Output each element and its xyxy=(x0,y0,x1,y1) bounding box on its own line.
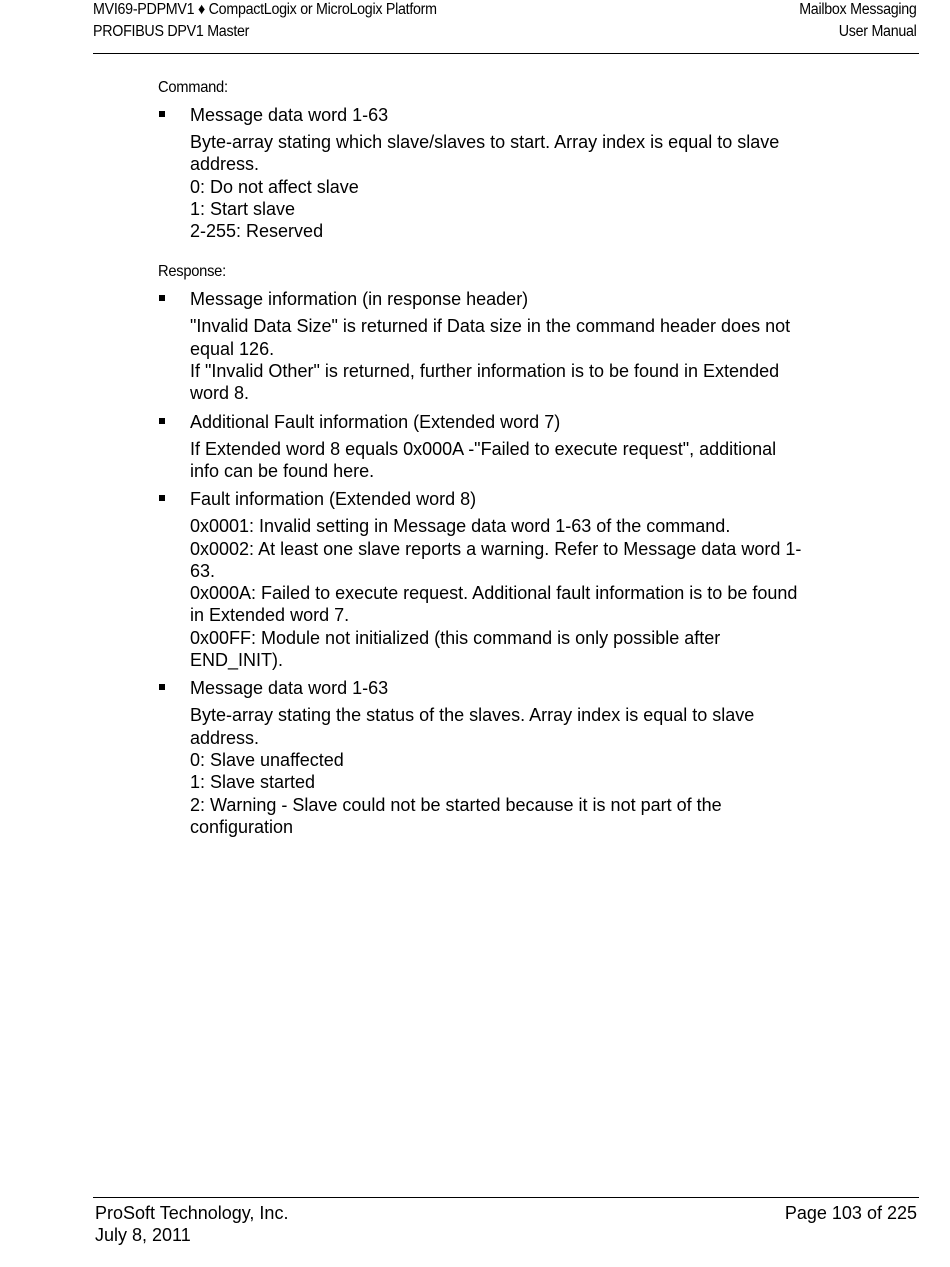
description-line: 1: Start slave xyxy=(190,198,296,219)
page-header xyxy=(93,0,919,54)
command-label: Command: xyxy=(158,79,228,96)
description-line: info can be found here. xyxy=(190,460,375,481)
list-item-description xyxy=(190,704,858,838)
description-line: 0: Do not affect slave xyxy=(190,176,359,197)
description-line: Byte-array stating which slave/slaves to start. Array index is equal to slave xyxy=(190,132,780,152)
description-line: address. xyxy=(190,154,260,175)
description-line: 0x0002: At least one slave reports a warning. Refer to Message data word 1- xyxy=(190,538,802,559)
command-list xyxy=(158,104,858,242)
response-label: Response: xyxy=(158,263,226,281)
header-product: MVI69-PDPMV1 ♦ CompactLogix or MicroLogix Platform xyxy=(93,1,437,18)
square-bullet-icon xyxy=(159,111,165,117)
list-item-title: Message data word 1-63 xyxy=(190,105,389,125)
description-line: 0: Slave unaffected xyxy=(190,749,344,770)
footer-company: ProSoft Technology, Inc. xyxy=(95,1203,289,1223)
square-bullet-icon xyxy=(159,295,165,301)
list-item-title: Fault information (Extended word 8) xyxy=(190,489,477,510)
description-line: 2: Warning - Slave could not be started because it is not part of the xyxy=(190,794,722,815)
list-item-title: Additional Fault information (Extended word 7) xyxy=(190,411,561,432)
description-line: in Extended word 7. xyxy=(190,605,350,626)
description-line: 0x00FF: Module not initialized (this command is only possible after xyxy=(190,627,721,648)
description-line: 2-255: Reserved xyxy=(190,221,324,242)
description-line: If "Invalid Other" is returned, further information is to be found in Extended xyxy=(190,361,780,382)
description-line: END_INIT). xyxy=(190,650,284,671)
page-body xyxy=(158,78,858,844)
description-line: Byte-array stating the status of the slaves. Array index is equal to slave xyxy=(190,705,755,726)
page-footer xyxy=(93,1197,919,1245)
list-item xyxy=(158,411,858,483)
list-item-title: Message data word 1-63 xyxy=(190,678,389,699)
list-item-description xyxy=(190,131,858,242)
description-line: "Invalid Data Size" is returned if Data size in the command header does not xyxy=(190,316,791,337)
description-line: 63. xyxy=(190,560,216,581)
description-line: configuration xyxy=(190,816,294,837)
description-line: equal 126. xyxy=(190,338,275,359)
list-item-title: Message information (in response header) xyxy=(190,289,529,310)
description-line: If Extended word 8 equals 0x000A -"Failed to execute request", additional xyxy=(190,438,777,459)
list-item xyxy=(158,488,858,671)
header-protocol: PROFIBUS DPV1 Master xyxy=(93,23,250,40)
header-doc-type: User Manual xyxy=(839,23,917,40)
list-item-description xyxy=(190,438,858,483)
list-item xyxy=(158,677,858,838)
list-item-description xyxy=(190,515,858,671)
list-item xyxy=(158,288,858,404)
description-line: 0x0001: Invalid setting in Message data word 1-63 of the command. xyxy=(190,516,731,537)
description-line: 0x000A: Failed to execute request. Additional fault information is to be found xyxy=(190,583,798,604)
description-line: address. xyxy=(190,727,260,748)
description-line: 1: Slave started xyxy=(190,772,316,793)
square-bullet-icon xyxy=(159,684,165,690)
square-bullet-icon xyxy=(159,495,165,501)
footer-page-number: Page 103 of 225 xyxy=(784,1203,917,1223)
list-item-description xyxy=(190,315,858,404)
square-bullet-icon xyxy=(159,418,165,424)
list-item xyxy=(158,104,858,242)
header-chapter: Mailbox Messaging xyxy=(799,1,917,18)
description-line: word 8. xyxy=(190,383,250,404)
response-list xyxy=(158,288,858,838)
footer-date: July 8, 2011 xyxy=(95,1225,191,1245)
